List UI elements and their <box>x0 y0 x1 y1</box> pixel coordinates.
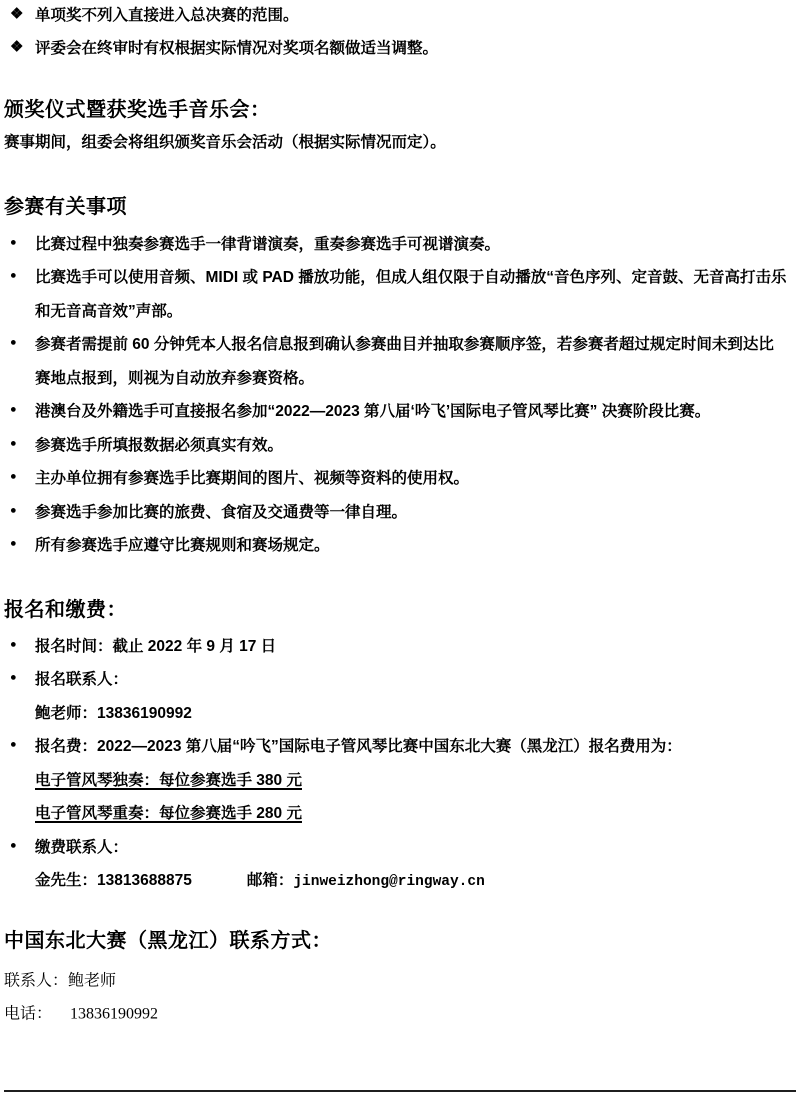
bullet-icon: ● <box>10 236 17 249</box>
note-item <box>0 0 800 31</box>
list-item <box>0 427 800 461</box>
list-item <box>0 260 800 294</box>
list-item <box>0 628 800 662</box>
diamond-bullet-icon: ❖ <box>10 38 24 56</box>
list-item-text: 主办单位拥有参赛选手比赛期间的图片、视频等资料的使用权。 <box>35 470 470 488</box>
contact-row-text <box>4 1001 158 1024</box>
registration-contact-phone: 鲍老师：13836190992 <box>35 704 192 722</box>
list-item-continuation <box>0 695 800 729</box>
fee-ensemble: 电子管风琴重奏：每位参赛选手 280 元 <box>35 805 302 823</box>
diamond-bullet-icon: ❖ <box>10 5 24 23</box>
bullet-icon: ● <box>10 403 17 416</box>
list-item <box>0 829 800 863</box>
participation-list <box>0 226 800 561</box>
bullet-icon: ● <box>10 839 17 852</box>
payment-contact-label: 缴费联系人： <box>35 838 129 856</box>
list-item <box>0 394 800 428</box>
list-item <box>0 528 800 562</box>
list-item-text: 赛地点报到，则视为自动放弃参赛资格。 <box>35 369 315 387</box>
registration-deadline: 报名时间：截止 2022 年 9 月 17 日 <box>35 637 277 655</box>
section-title-regional-contact: 中国东北大赛（黑龙江）联系方式： <box>4 930 332 952</box>
bullet-icon: ● <box>10 671 17 684</box>
section-title-participation: 参赛有关事项 <box>4 196 127 218</box>
list-item <box>0 729 800 763</box>
contact-row <box>0 962 800 996</box>
bullet-icon: ● <box>10 638 17 651</box>
list-item-continuation <box>0 796 800 830</box>
bullet-icon: ● <box>10 537 17 550</box>
payment-email-label: 邮箱： <box>246 872 294 890</box>
registration-fee-intro: 报名费：2022—2023 第八届“吟飞”国际电子管风琴比赛中国东北大赛（黑龙江）报名费用为： <box>35 738 682 756</box>
payment-email: jinweizhong@ringway.cn <box>293 874 485 891</box>
bullet-icon: ● <box>10 738 17 751</box>
section-title-award-ceremony: 颁奖仪式暨获奖选手音乐会： <box>4 99 271 121</box>
contact-phone-value: 13836190992 <box>70 1005 159 1023</box>
list-item <box>0 494 800 528</box>
notes-list <box>0 0 800 64</box>
regional-contact-list <box>0 962 800 1029</box>
list-item-text: 比赛选手可以使用音频、MIDI 或 PAD 播放功能，但成人组仅限于自动播放“音色序列、定音鼓、无音高打击乐 <box>35 269 787 287</box>
list-item <box>0 226 800 260</box>
fee-solo: 电子管风琴独奏：每位参赛选手 380 元 <box>35 771 302 789</box>
contact-row-text <box>4 967 116 990</box>
bullet-icon: ● <box>10 470 17 483</box>
bullet-icon: ● <box>10 504 17 517</box>
list-item-text: 和无音高音效”声部。 <box>35 302 183 320</box>
bullet-icon: ● <box>10 336 17 349</box>
registration-list <box>0 628 800 896</box>
list-item <box>0 461 800 495</box>
bullet-icon: ● <box>10 437 17 450</box>
list-item-continuation <box>0 863 800 897</box>
contact-name-label: 联系人： <box>4 972 69 990</box>
list-item-continuation <box>0 360 800 394</box>
contact-phone-label: 电话： <box>4 1005 53 1023</box>
list-item-text: 参赛选手所填报数据必须真实有效。 <box>35 436 284 454</box>
list-item <box>0 327 800 361</box>
list-item-text: 比赛过程中独奏参赛选手一律背谱演奏，重奏参赛选手可视谱演奏。 <box>35 235 501 253</box>
list-item <box>0 662 800 696</box>
bullet-icon: ● <box>10 269 17 282</box>
payment-contact-phone: 金先生：13813688875 <box>35 872 192 890</box>
list-item-continuation <box>0 293 800 327</box>
list-item-text: 参赛选手参加比赛的旅费、食宿及交通费等一律自理。 <box>35 503 408 521</box>
contact-name-value: 鲍老师 <box>68 972 117 990</box>
list-item-continuation <box>0 762 800 796</box>
award-ceremony-body: 赛事期间，组委会将组织颁奖音乐会活动（根据实际情况而定）。 <box>4 134 446 151</box>
list-item-text: 参赛者需提前 60 分钟凭本人报名信息报到确认参赛曲目并抽取参赛顺序签，若参赛者超过规定时间未到达比 <box>35 336 774 354</box>
list-item-text: 所有参赛选手应遵守比赛规则和赛场规定。 <box>35 537 330 555</box>
contact-row <box>0 996 800 1030</box>
section-title-registration: 报名和缴费： <box>4 599 127 621</box>
note-text: 评委会在终审时有权根据实际情况对奖项名额做适当调整。 <box>35 40 439 58</box>
note-text: 单项奖不列入直接进入总决赛的范围。 <box>35 6 299 24</box>
registration-contact-label: 报名联系人： <box>35 671 129 689</box>
footer-divider <box>4 1090 796 1092</box>
note-item <box>0 31 800 65</box>
payment-contact-row <box>35 868 485 890</box>
list-item-text: 港澳台及外籍选手可直接报名参加“2022—2023 第八届‘吟飞’国际电子管风琴比赛” 决赛阶段比赛。 <box>35 403 711 421</box>
